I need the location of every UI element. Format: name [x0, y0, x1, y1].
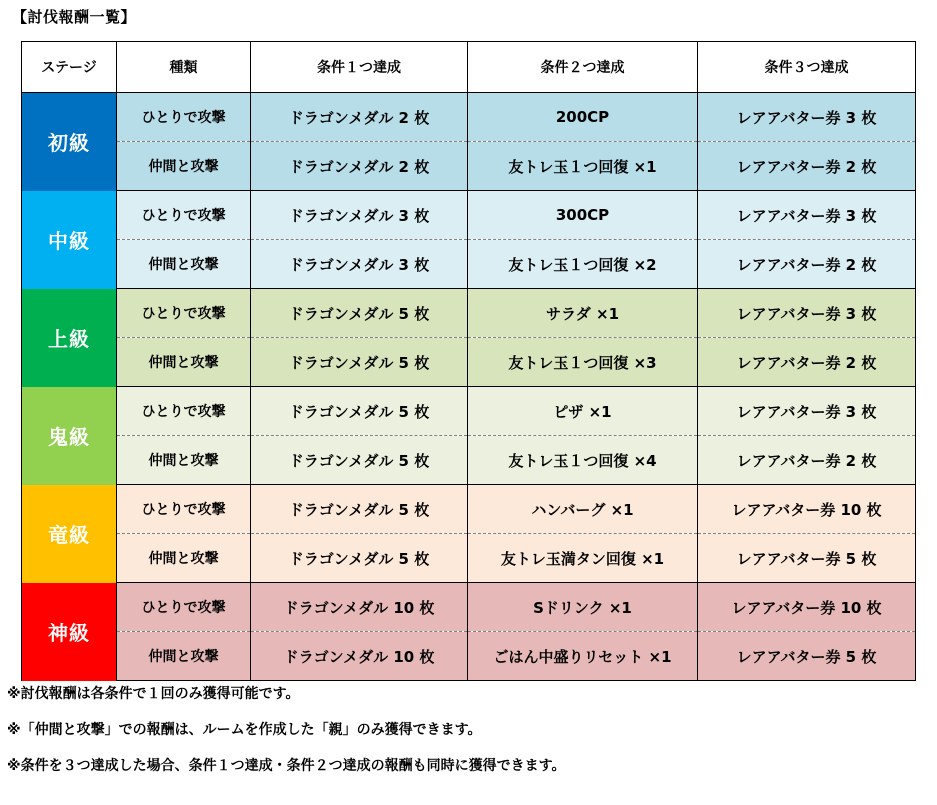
type-cell: ひとりで攻撃	[117, 289, 251, 338]
condition-3-reward: レアアバター券 10 枚	[698, 485, 916, 534]
condition-3-reward: レアアバター券 2 枚	[698, 142, 916, 191]
stage-label: 神級	[22, 583, 117, 681]
header-stage: ステージ	[22, 42, 117, 93]
type-cell: 仲間と攻撃	[117, 142, 251, 191]
condition-3-reward: レアアバター券 5 枚	[698, 534, 916, 583]
note-line: ※条件を３つ達成した場合、条件１つ達成・条件２つ達成の報酬も同時に獲得できます。	[7, 758, 566, 774]
header-type: 種類	[117, 42, 251, 93]
stage-label: 上級	[22, 289, 117, 387]
condition-3-reward: レアアバター券 2 枚	[698, 436, 916, 485]
condition-2-reward: 300CP	[468, 191, 698, 240]
header-condition-2: 条件２つ達成	[468, 42, 698, 93]
condition-2-reward: ごはん中盛りリセット ×1	[468, 632, 698, 681]
condition-1-reward: ドラゴンメダル 5 枚	[251, 436, 468, 485]
table-row	[22, 240, 916, 289]
table-row	[22, 485, 916, 534]
condition-2-reward: 友トレ玉１つ回復 ×3	[468, 338, 698, 387]
condition-2-reward: Sドリンク ×1	[468, 583, 698, 632]
type-cell: ひとりで攻撃	[117, 387, 251, 436]
condition-2-reward: サラダ ×1	[468, 289, 698, 338]
type-cell: 仲間と攻撃	[117, 632, 251, 681]
table-header-row	[22, 42, 916, 93]
table-row	[22, 93, 916, 142]
table-body	[22, 93, 916, 681]
type-cell: 仲間と攻撃	[117, 534, 251, 583]
type-cell: 仲間と攻撃	[117, 240, 251, 289]
condition-3-reward: レアアバター券 10 枚	[698, 583, 916, 632]
header-condition-3: 条件３つ達成	[698, 42, 916, 93]
condition-3-reward: レアアバター券 3 枚	[698, 93, 916, 142]
table-row	[22, 338, 916, 387]
table-row	[22, 583, 916, 632]
header-condition-1: 条件１つ達成	[251, 42, 468, 93]
table-row	[22, 191, 916, 240]
condition-3-reward: レアアバター券 3 枚	[698, 387, 916, 436]
condition-3-reward: レアアバター券 3 枚	[698, 289, 916, 338]
condition-2-reward: 友トレ玉１つ回復 ×4	[468, 436, 698, 485]
reward-table	[21, 41, 916, 681]
condition-1-reward: ドラゴンメダル 5 枚	[251, 338, 468, 387]
type-cell: 仲間と攻撃	[117, 338, 251, 387]
stage-label: 鬼級	[22, 387, 117, 485]
type-cell: 仲間と攻撃	[117, 436, 251, 485]
type-cell: ひとりで攻撃	[117, 583, 251, 632]
condition-1-reward: ドラゴンメダル 5 枚	[251, 289, 468, 338]
condition-1-reward: ドラゴンメダル 5 枚	[251, 485, 468, 534]
condition-2-reward: 友トレ玉満タン回復 ×1	[468, 534, 698, 583]
condition-2-reward: 200CP	[468, 93, 698, 142]
table-row	[22, 142, 916, 191]
condition-2-reward: 友トレ玉１つ回復 ×1	[468, 142, 698, 191]
condition-1-reward: ドラゴンメダル 3 枚	[251, 240, 468, 289]
table-row	[22, 289, 916, 338]
condition-2-reward: ピザ ×1	[468, 387, 698, 436]
condition-1-reward: ドラゴンメダル 5 枚	[251, 387, 468, 436]
condition-3-reward: レアアバター券 2 枚	[698, 240, 916, 289]
stage-label: 中級	[22, 191, 117, 289]
notes	[7, 684, 566, 792]
condition-2-reward: 友トレ玉１つ回復 ×2	[468, 240, 698, 289]
stage-label: 竜級	[22, 485, 117, 583]
condition-1-reward: ドラゴンメダル 10 枚	[251, 632, 468, 681]
condition-2-reward: ハンバーグ ×1	[468, 485, 698, 534]
condition-1-reward: ドラゴンメダル 5 枚	[251, 534, 468, 583]
type-cell: ひとりで攻撃	[117, 485, 251, 534]
table-row	[22, 534, 916, 583]
type-cell: ひとりで攻撃	[117, 93, 251, 142]
note-line: ※「仲間と攻撃」での報酬は、ルームを作成した「親」のみ獲得できます。	[7, 722, 482, 738]
condition-3-reward: レアアバター券 5 枚	[698, 632, 916, 681]
condition-3-reward: レアアバター券 2 枚	[698, 338, 916, 387]
condition-1-reward: ドラゴンメダル 2 枚	[251, 93, 468, 142]
table-row	[22, 436, 916, 485]
stage-label: 初級	[22, 93, 117, 191]
condition-3-reward: レアアバター券 3 枚	[698, 191, 916, 240]
type-cell: ひとりで攻撃	[117, 191, 251, 240]
condition-1-reward: ドラゴンメダル 2 枚	[251, 142, 468, 191]
table-row	[22, 632, 916, 681]
table-row	[22, 387, 916, 436]
note-line: ※討伐報酬は各条件で１回のみ獲得可能です。	[7, 686, 300, 702]
condition-1-reward: ドラゴンメダル 3 枚	[251, 191, 468, 240]
condition-1-reward: ドラゴンメダル 10 枚	[251, 583, 468, 632]
page-title: 【討伐報酬一覧】	[12, 8, 137, 26]
